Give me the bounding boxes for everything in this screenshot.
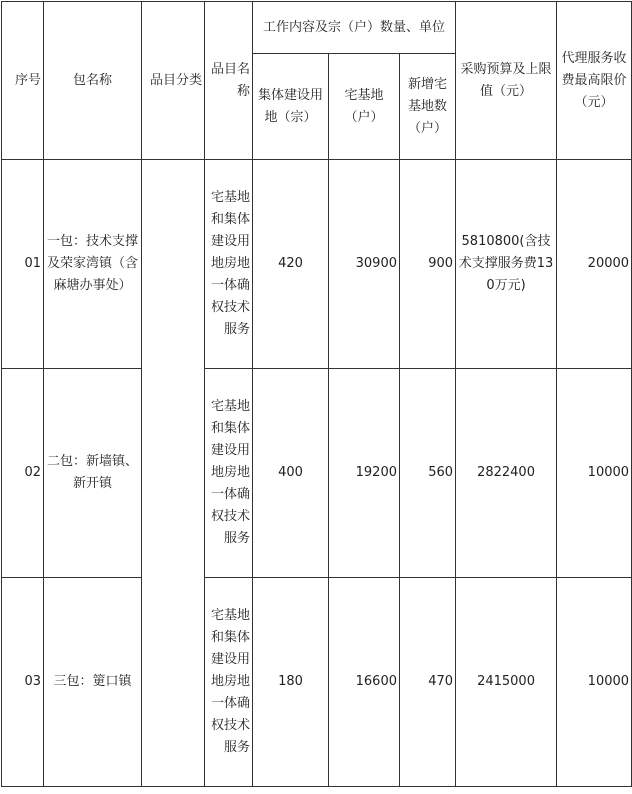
cell-category xyxy=(142,160,205,787)
cell-new-homestead: 560 xyxy=(400,369,456,578)
cell-seq: 03 xyxy=(2,578,44,787)
cell-seq: 01 xyxy=(2,160,44,369)
cell-seq: 02 xyxy=(2,369,44,578)
cell-new-homestead: 900 xyxy=(400,160,456,369)
cell-collective-land: 420 xyxy=(253,160,329,369)
cell-package-name: 二包：新墙镇、新开镇 xyxy=(44,369,142,578)
cell-homestead: 16600 xyxy=(329,578,400,787)
cell-homestead: 30900 xyxy=(329,160,400,369)
cell-agency-fee: 10000 xyxy=(557,369,632,578)
cell-collective-land: 400 xyxy=(253,369,329,578)
header-item-name: 品目名称 xyxy=(205,2,253,160)
table-row xyxy=(2,160,632,369)
header-category: 品目分类 xyxy=(142,2,205,160)
cell-package-name: 三包：筻口镇 xyxy=(44,578,142,787)
header-package-name: 包名称 xyxy=(44,2,142,160)
cell-agency-fee: 20000 xyxy=(557,160,632,369)
cell-item-name: 宅基地和集体建设用地房地一体确权技术服务 xyxy=(205,578,253,787)
procurement-table xyxy=(1,1,632,787)
cell-agency-fee: 10000 xyxy=(557,578,632,787)
cell-package-name: 一包：技术支撑及荣家湾镇（含麻塘办事处） xyxy=(44,160,142,369)
header-seq: 序号 xyxy=(2,2,44,160)
cell-item-name: 宅基地和集体建设用地房地一体确权技术服务 xyxy=(205,160,253,369)
header-work-content: 工作内容及宗（户）数量、单位 xyxy=(253,2,456,54)
cell-budget: 2822400 xyxy=(456,369,557,578)
cell-new-homestead: 470 xyxy=(400,578,456,787)
cell-collective-land: 180 xyxy=(253,578,329,787)
cell-homestead: 19200 xyxy=(329,369,400,578)
table-row xyxy=(2,578,632,787)
cell-budget: 2415000 xyxy=(456,578,557,787)
header-collective-land: 集体建设用地（宗） xyxy=(253,54,329,160)
table-row xyxy=(2,369,632,578)
header-homestead: 宅基地（户） xyxy=(329,54,400,160)
header-budget: 采购预算及上限值（元） xyxy=(456,2,557,160)
cell-item-name: 宅基地和集体建设用地房地一体确权技术服务 xyxy=(205,369,253,578)
header-new-homestead: 新增宅基地数（户） xyxy=(400,54,456,160)
cell-budget: 5810800(含技术支撑服务费130万元) xyxy=(456,160,557,369)
header-agency-fee: 代理服务收费最高限价（元） xyxy=(557,2,632,160)
